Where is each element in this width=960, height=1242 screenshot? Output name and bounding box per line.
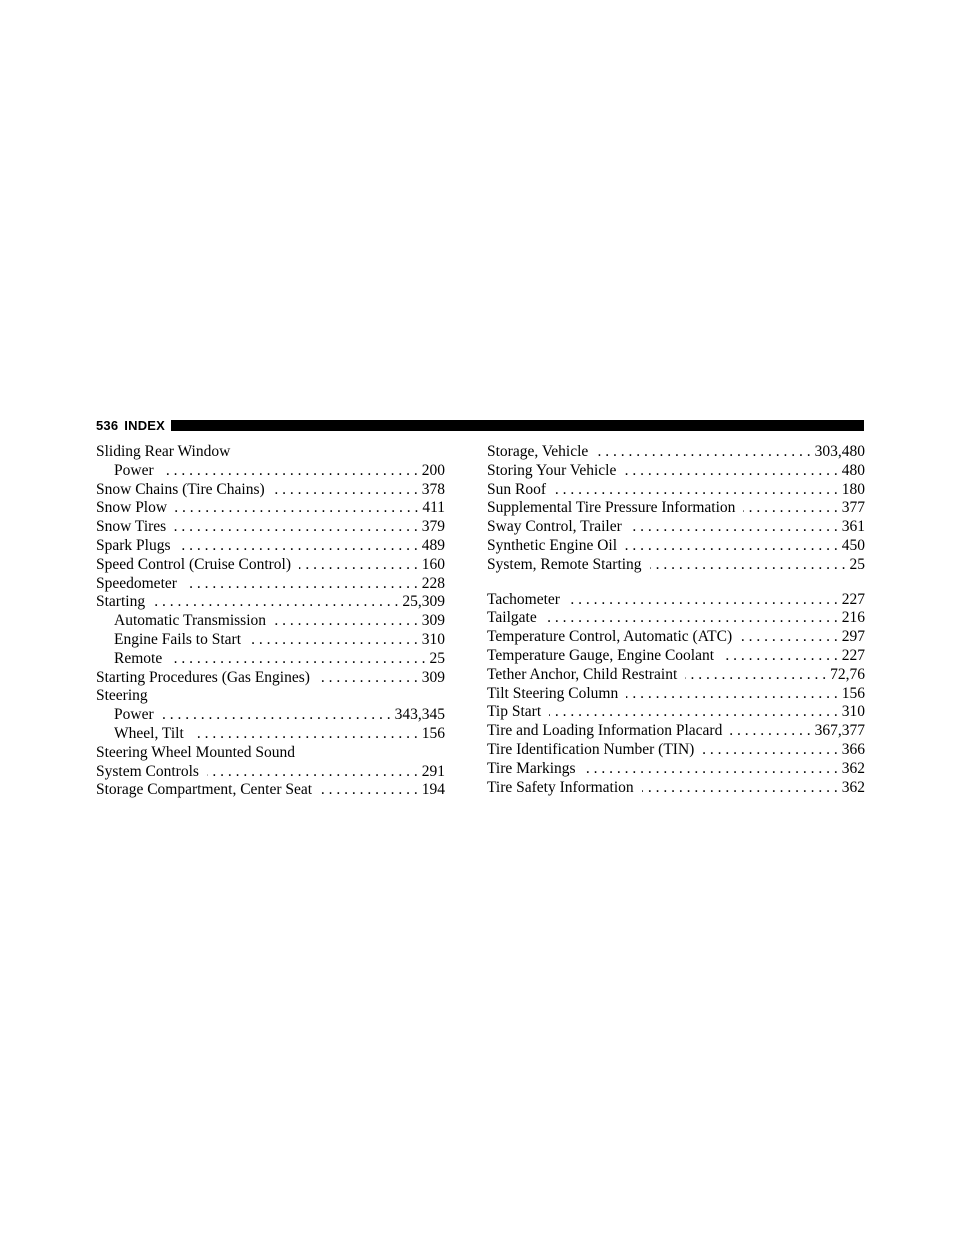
index-entry (96, 481, 445, 500)
index-entry (487, 703, 865, 722)
index-entry (96, 669, 445, 688)
index-entry (96, 537, 445, 556)
index-subentry (96, 725, 445, 744)
entry-label: Spark Plugs (96, 536, 171, 554)
dot-leader (175, 499, 418, 518)
entry-page-number: 450 (841, 536, 865, 554)
entry-page-number: 25 (429, 649, 445, 667)
entry-label: Sun Roof (487, 480, 546, 498)
dot-leader (642, 779, 838, 798)
entry-label: Tilt Steering Column (487, 684, 619, 702)
index-heading: Sliding Rear Window (96, 443, 231, 460)
dot-leader (702, 741, 837, 760)
entry-page-number: 291 (421, 762, 445, 780)
entry-label: Tire and Loading Information Placard (487, 722, 723, 740)
entry-label: Tachometer (487, 590, 560, 608)
index-entry (96, 593, 445, 612)
entry-label: Sway Control, Trailer (487, 518, 622, 536)
index-entry (487, 760, 865, 779)
index-subentry (96, 650, 445, 669)
dot-leader (650, 556, 846, 575)
entry-page-number: 297 (841, 628, 865, 646)
index-subentry (96, 612, 445, 631)
index-entry (96, 575, 445, 594)
dot-leader (249, 631, 418, 650)
entry-page-number: 343,345 (394, 706, 445, 724)
dot-leader (274, 612, 418, 631)
index-column-left (96, 443, 445, 800)
entry-page-number: 310 (421, 630, 445, 648)
entry-page-number: 362 (841, 778, 865, 796)
entry-page-number: 377 (841, 499, 865, 517)
entry-label: Snow Tires (96, 518, 167, 536)
index-entry (487, 518, 865, 537)
entry-label: Tire Markings (487, 759, 576, 777)
index-entry (487, 537, 865, 556)
dot-leader (624, 462, 837, 481)
dot-leader (162, 706, 391, 725)
entry-page-number: 227 (841, 590, 865, 608)
entry-label: Snow Chains (Tire Chains) (96, 480, 265, 498)
index-entry (487, 647, 865, 666)
dot-leader (545, 609, 838, 628)
entry-label: System, Remote Starting (487, 555, 642, 573)
index-subentry (96, 462, 445, 481)
dot-leader (185, 575, 418, 594)
entry-label: Synthetic Engine Oil (487, 536, 618, 554)
dot-leader (179, 537, 418, 556)
entry-label: Tailgate (487, 609, 537, 627)
entry-label: Storage, Vehicle (487, 443, 589, 460)
entry-page-number: 309 (421, 612, 445, 630)
dot-leader (153, 593, 398, 612)
entry-page-number: 303,480 (814, 443, 865, 460)
dot-leader (174, 518, 418, 537)
entry-page-number: 309 (421, 668, 445, 686)
entry-page-number: 227 (841, 646, 865, 664)
index-subentry (96, 706, 445, 725)
index-entry (487, 462, 865, 481)
dot-leader (685, 666, 826, 685)
entry-page-number: 216 (841, 609, 865, 627)
dot-leader (299, 556, 418, 575)
entry-label: Power (114, 706, 154, 724)
entry-label: Tip Start (487, 703, 542, 721)
index-entry (96, 763, 445, 782)
index-entry (487, 591, 865, 610)
index-heading: Steering Wheel Mounted Sound (96, 743, 296, 761)
entry-label: Speedometer (96, 574, 177, 592)
index-entry (96, 518, 445, 537)
entry-label: Temperature Control, Automatic (ATC) (487, 628, 733, 646)
page-number: 536 (96, 417, 119, 433)
dot-leader (162, 462, 418, 481)
section-gap (487, 575, 865, 591)
index-entry (487, 609, 865, 628)
entry-label: Starting Procedures (Gas Engines) (96, 668, 310, 686)
entry-label: Automatic Transmission (114, 612, 267, 630)
entry-label: Snow Plow (96, 499, 168, 517)
entry-page-number: 310 (841, 703, 865, 721)
entry-page-number: 25,309 (402, 593, 445, 611)
index-entry (487, 556, 865, 575)
section-title: INDEX (124, 417, 166, 433)
entry-page-number: 200 (421, 461, 445, 479)
entry-page-number: 180 (841, 480, 865, 498)
index-entry (487, 779, 865, 798)
index-heading: Steering (96, 687, 148, 705)
entry-page-number: 489 (421, 536, 445, 554)
entry-label: Tire Identification Number (TIN) (487, 740, 695, 758)
index-column-right (487, 443, 865, 797)
entry-label: System Controls (96, 762, 199, 780)
entry-label: Engine Fails to Start (114, 630, 242, 648)
dot-leader (722, 647, 838, 666)
index-entry (487, 685, 865, 704)
index-entry (487, 722, 865, 741)
entry-label: Remote (114, 649, 163, 667)
entry-page-number: 194 (421, 781, 445, 799)
dot-leader (584, 760, 838, 779)
entry-page-number: 367,377 (814, 722, 865, 740)
dot-leader (170, 650, 425, 669)
entry-label: Tire Safety Information (487, 778, 634, 796)
entry-label: Tether Anchor, Child Restraint (487, 665, 678, 683)
dot-leader (192, 725, 418, 744)
dot-leader (743, 499, 837, 518)
entry-page-number: 361 (841, 518, 865, 536)
entry-page-number: 72,76 (830, 665, 865, 683)
entry-page-number: 156 (841, 684, 865, 702)
entry-page-number: 25 (849, 555, 865, 573)
dot-leader (568, 591, 838, 610)
index-entry (96, 556, 445, 575)
entry-page-number: 228 (421, 574, 445, 592)
dot-leader (549, 703, 838, 722)
dot-leader (730, 722, 810, 741)
index-entry (487, 741, 865, 760)
dot-leader (207, 763, 418, 782)
dot-leader (626, 685, 838, 704)
dot-leader (630, 518, 838, 537)
index-entry (487, 443, 865, 462)
dot-leader (273, 481, 418, 500)
header-rule (171, 420, 864, 431)
entry-label: Starting (96, 593, 146, 611)
dot-leader (596, 443, 810, 462)
index-entry (487, 628, 865, 647)
entry-label: Supplemental Tire Pressure Information (487, 499, 736, 517)
entry-label: Power (114, 461, 154, 479)
dot-leader (625, 537, 838, 556)
index-entry (96, 781, 445, 800)
entry-page-number: 480 (841, 461, 865, 479)
entry-page-number: 411 (422, 499, 445, 517)
entry-page-number: 156 (421, 724, 445, 742)
entry-page-number: 362 (841, 759, 865, 777)
dot-leader (740, 628, 838, 647)
index-subentry (96, 631, 445, 650)
entry-page-number: 160 (421, 555, 445, 573)
entry-label: Storing Your Vehicle (487, 461, 617, 479)
dot-leader (554, 481, 838, 500)
dot-leader (318, 669, 418, 688)
index-entry (487, 666, 865, 685)
entry-label: Temperature Gauge, Engine Coolant (487, 646, 715, 664)
entry-label: Storage Compartment, Center Seat (96, 781, 313, 799)
entry-page-number: 366 (841, 740, 865, 758)
entry-label: Wheel, Tilt (114, 724, 184, 742)
index-entry (96, 499, 445, 518)
entry-page-number: 379 (421, 518, 445, 536)
entry-page-number: 378 (421, 480, 445, 498)
dot-leader (320, 781, 418, 800)
index-entry (487, 481, 865, 500)
page-header (96, 415, 864, 435)
entry-label: Speed Control (Cruise Control) (96, 555, 292, 573)
index-entry (487, 499, 865, 518)
